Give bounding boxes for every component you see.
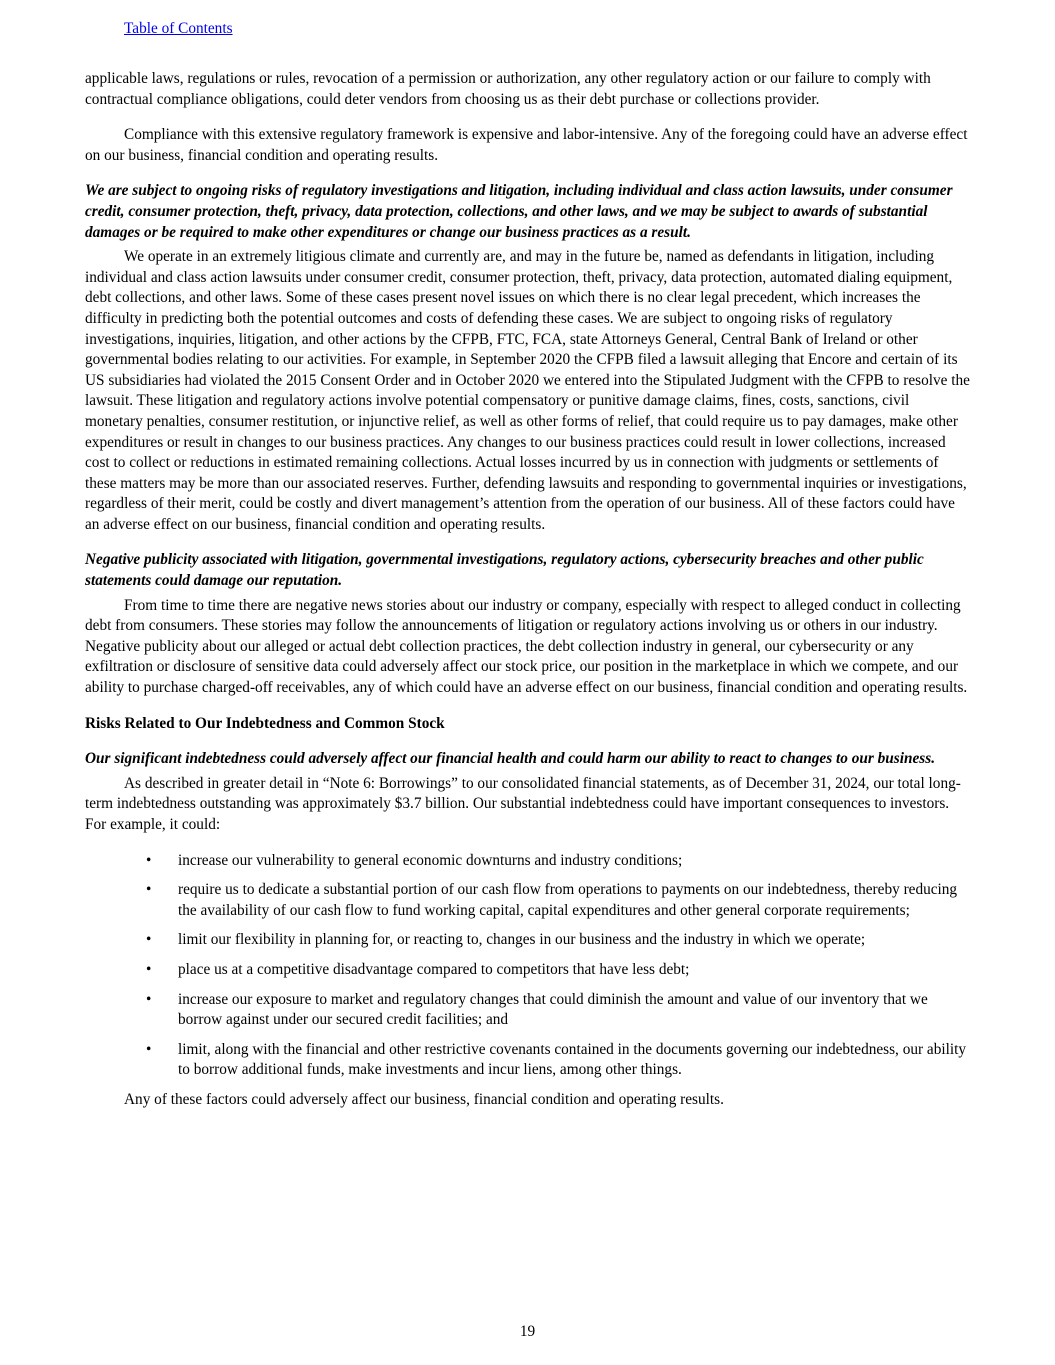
bullet-icon: • xyxy=(146,990,152,1008)
paragraph: Any of these factors could adversely affect our business, financial condition and operating results. xyxy=(124,1090,724,1108)
risk-heading: Our significant indebtedness could adversely affect our financial health and could harm our ability to react to changes to our business. xyxy=(85,750,936,768)
bullet-icon: • xyxy=(146,931,152,949)
list-item xyxy=(85,990,970,1031)
list-item-text: require us to dedicate a substantial portion of our cash flow from operations to payments on our indebtedness, thereby reducing the availability of our cash flow to fund working capital, capital expenditures and other general corporate requirements; xyxy=(178,881,958,919)
list-item xyxy=(85,930,970,951)
page-number: 19 xyxy=(519,1323,536,1340)
bullet-icon: • xyxy=(146,881,152,899)
bullet-icon: • xyxy=(146,851,152,869)
list-item-text: limit, along with the financial and other restrictive covenants contained in the documents governing our indebtedness, our ability to borrow additional funds, make investments and incur liens, among other things. xyxy=(178,1040,967,1079)
bullet-icon: • xyxy=(146,960,152,978)
table-of-contents-link[interactable]: Table of Contents xyxy=(124,20,233,37)
paragraph: We operate in an extremely litigious climate and currently are, and may in the future be, named as defendants in litigation, including individual and class action lawsuits under consumer credit, consumer protection, theft, privacy, data protection, automated dialing equipment, debt collections, and other laws. Some of these cases present novel issues on which there is no clear legal precedent, which increases the difficulty in predicting both the potential outcomes and costs of defending these cases. We are subject to ongoing risks of regulatory investigations, inquiries, litigation, and other actions by the CFPB, FTC, FCA, state Attorneys General, Central Bank of Ireland or other governmental bodies relating to our activities. For example, in September 2020 the CFPB filed a lawsuit alleging that Encore and certain of its US subsidiaries had violated the 2015 Consent Order and in October 2020 we entered into the Stipulated Judgment with the CFPB to resolve the lawsuit. These litigation and regulatory actions involve potential compensatory or punitive damage claims, fines, costs, sanctions, civil monetary penalties, consumer restitution, or injunctive relief, as well as other forms of relief, that could require us to pay damages, make other expenditures or result in changes to our business practices. Any changes to our business practices could result in lower collections, increased cost to collect or reductions in estimated remaining collections. Actual losses incurred by us in connection with judgments or settlements of these matters may be more than our associated reserves. Further, defending lawsuits and responding to governmental inquiries or investigations, regardless of their merit, could be costly and divert management’s attention from the operation of our business. All of these factors could have an adverse effect on our business, financial condition and operating results. xyxy=(85,248,970,533)
document-body xyxy=(85,69,970,1111)
list-item-text: increase our exposure to market and regulatory changes that could diminish the amount and value of our inventory that we borrow against under our secured credit facilities; and xyxy=(178,990,928,1029)
list-item-text: limit our flexibility in planning for, or reacting to, changes in our business and the industry in which we operate; xyxy=(178,931,866,949)
list-item-text: increase our vulnerability to general economic downturns and industry conditions; xyxy=(178,851,683,869)
paragraph: Compliance with this extensive regulatory framework is expensive and labor-intensive. Any of the foregoing could have an adverse effect on our business, financial condition and operating results. xyxy=(85,126,968,164)
paragraph: From time to time there are negative news stories about our industry or company, especially with respect to alleged conduct in collecting debt from consumers. These stories may follow the announcements of litigation or regulatory actions involving us or others in our industry. Negative publicity about our alleged or actual debt collection practices, the debt collection industry in general, our cybersecurity or any exfiltration or disclosure of sensitive data could adversely affect our stock price, our position in the marketplace in which we compete, and our ability to purchase charged-off receivables, any of which could have an adverse effect on our business, financial condition and operating results. xyxy=(85,596,968,697)
list-item xyxy=(85,880,970,921)
paragraph: As described in greater detail in “Note 6: Borrowings” to our consolidated financial statements, as of December 31, 2024, our total long-term indebtedness outstanding was approximately $3.7 billion. Our substantial indebtedness could have important consequences to investors. For example, it could: xyxy=(85,774,961,833)
bullet-list xyxy=(85,851,970,1081)
list-item xyxy=(85,851,970,872)
risk-heading: We are subject to ongoing risks of regulatory investigations and litigation, including individual and class action lawsuits, under consumer credit, consumer protection, theft, privacy, data protection, collections, and other laws, and we may be subject to awards of substantial damages or be required to make other expenditures or change our business practices as a result. xyxy=(85,182,953,241)
risk-heading: Negative publicity associated with litigation, governmental investigations, regulatory actions, cybersecurity breaches and other public statements could damage our reputation. xyxy=(85,551,924,590)
list-item xyxy=(85,960,970,981)
list-item xyxy=(85,1040,970,1081)
paragraph: applicable laws, regulations or rules, revocation of a permission or authorization, any other regulatory action or our failure to comply with contractual compliance obligations, could deter vendors from choosing us as their debt purchase or collections provider. xyxy=(85,70,931,108)
list-item-text: place us at a competitive disadvantage compared to competitors that have less debt; xyxy=(178,960,690,978)
bullet-icon: • xyxy=(146,1040,152,1058)
section-heading: Risks Related to Our Indebtedness and Common Stock xyxy=(85,714,445,732)
